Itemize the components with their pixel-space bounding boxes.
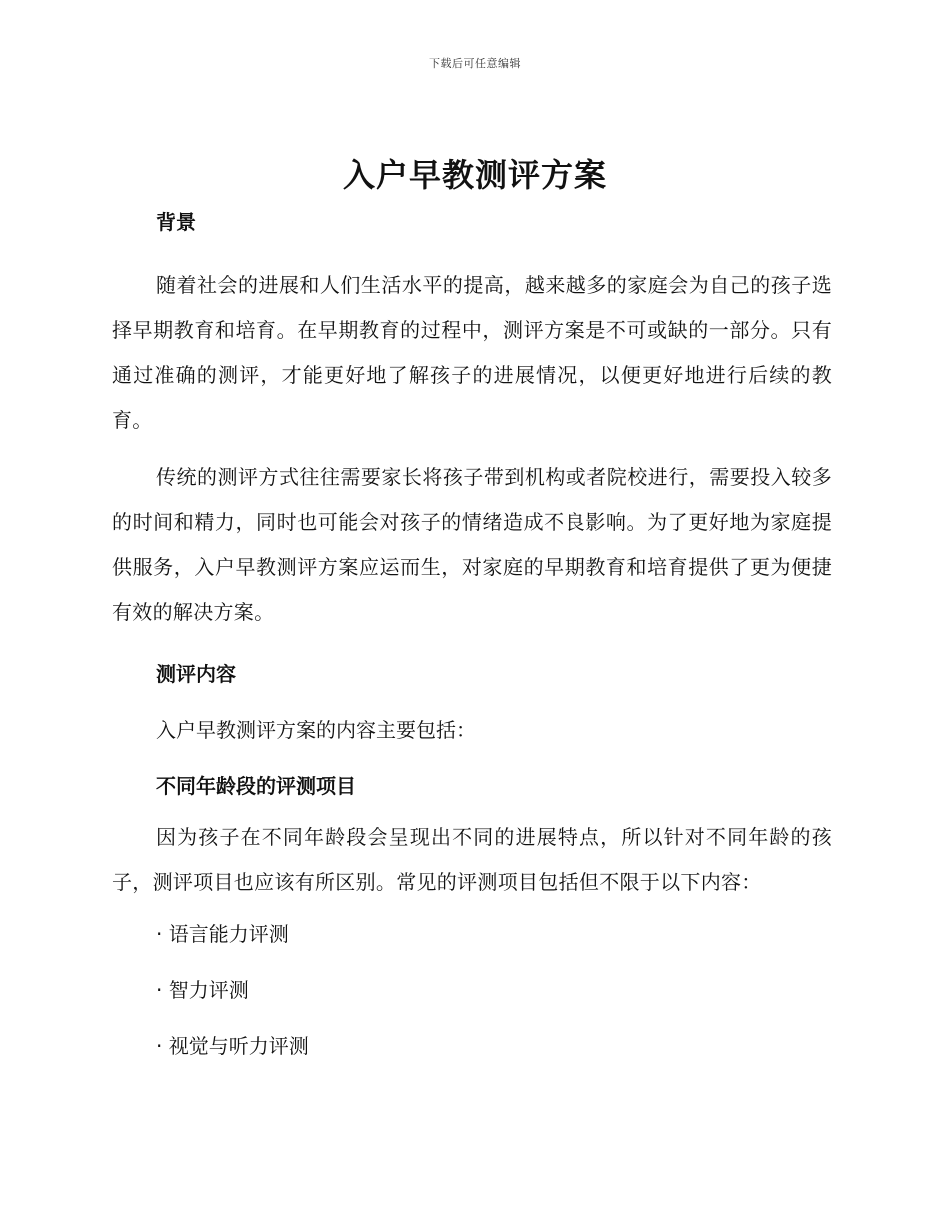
section-heading-age: 不同年龄段的评测项目 <box>156 774 356 798</box>
header-note: 下载后可任意编辑 <box>429 57 521 70</box>
section-heading-content: 测评内容 <box>156 662 236 686</box>
content-intro: 入户早教测评方案的内容主要包括： <box>156 718 476 742</box>
paragraph-background-1: 随着社会的进展和人们生活水平的提高，越来越多的家庭会为自己的孩子选择早期教育和培育。在早期教育的过程中，测评方案是不可或缺的一部分。只有通过准确的测评，才能更好地了解孩子的进展情况，以便更好地进行后续的教育。 <box>112 273 832 432</box>
list-item: · 智力评测 <box>156 978 249 1002</box>
document-body <box>112 205 832 1063</box>
paragraph-age-1: 因为孩子在不同年龄段会呈现出不同的进展特点，所以针对不同年龄的孩子，测评项目也应该有所区别。常见的评测项目包括但不限于以下内容： <box>112 825 832 894</box>
section-heading-background: 背景 <box>156 210 196 234</box>
list-item: · 语言能力评测 <box>156 922 289 946</box>
paragraph-background-2: 传统的测评方式往往需要家长将孩子带到机构或者院校进行，需要投入较多的时间和精力，同时也可能会对孩子的情绪造成不良影响。为了更好地为家庭提供服务，入户早教测评方案应运而生，对家庭的早期教育和培育提供了更为便捷有效的解决方案。 <box>112 465 832 624</box>
document-title: 入户早教测评方案 <box>342 156 607 194</box>
list-item: · 视觉与听力评测 <box>156 1034 309 1058</box>
